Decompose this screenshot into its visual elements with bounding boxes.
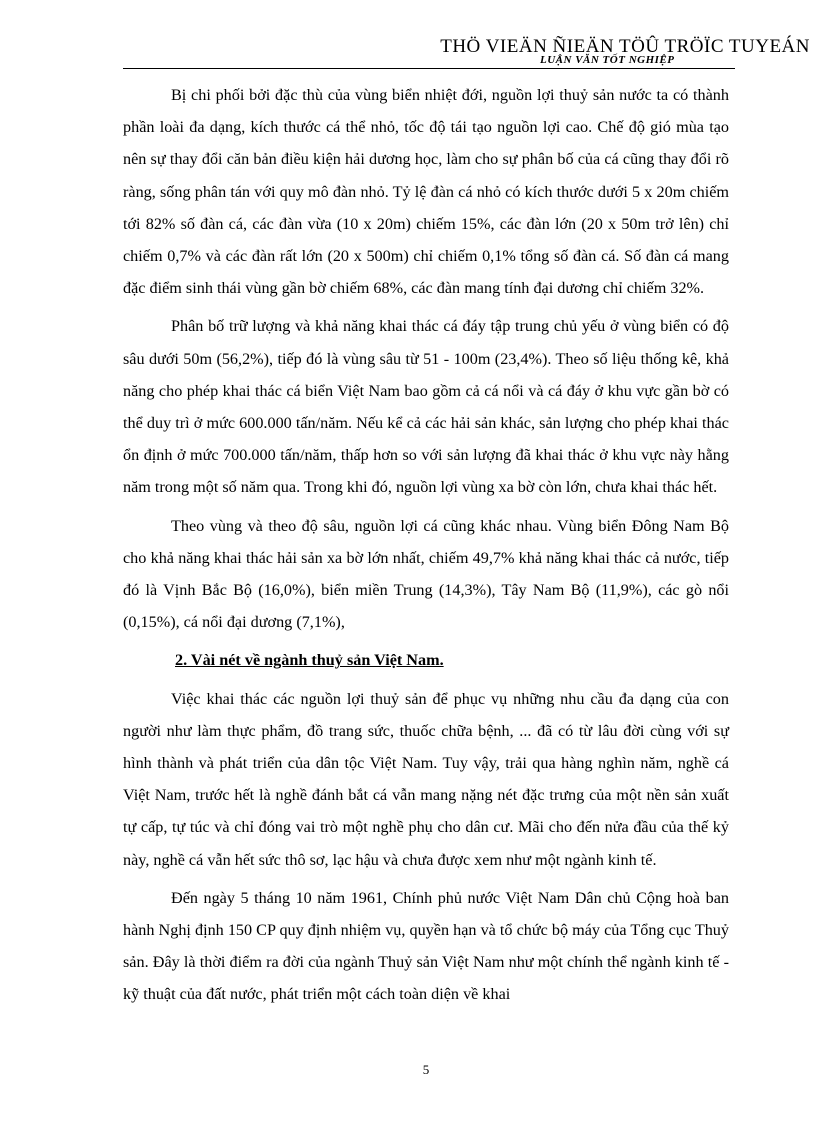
document-header-title: LUẬN VĂN TỐT NGHIỆP bbox=[540, 54, 675, 66]
body-paragraph: Việc khai thác các nguồn lợi thuỷ sản để phục vụ những nhu cầu đa dạng của con người như làm thực phẩm, đồ trang sức, thuốc chữa bệnh, ... đã có từ lâu đời cùng với sự hình thành và phát triển của dân tộc Việt Nam. Tuy vậy, trải qua hàng nghìn năm, nghề cá Việt Nam, trước hết là nghề đánh bắt cá vẫn mang nặng nét đặc trưng của một nền sản xuất tự cấp, tự túc và chỉ đóng vai trò một nghề phụ cho dân cư. Mãi cho đến nửa đầu của thế kỷ này, nghề cá vẫn hết sức thô sơ, lạc hậu và chưa được xem như một ngành kinh tế. bbox=[123, 689, 729, 869]
body-paragraph: Đến ngày 5 tháng 10 năm 1961, Chính phủ nước Việt Nam Dân chủ Cộng hoà ban hành Nghị định 150 CP quy định nhiệm vụ, quyền hạn và tổ chức bộ máy của Tổng cục Thuỷ sản. Đây là thời điểm ra đời của ngành Thuỷ sản Việt Nam như một chính thể ngành kinh tế - kỹ thuật của đất nước, phát triển một cách toàn diện về khai bbox=[123, 888, 729, 1004]
body-paragraph: Theo vùng và theo độ sâu, nguồn lợi cá cũng khác nhau. Vùng biển Đông Nam Bộ cho khả năng khai thác hải sản xa bờ lớn nhất, chiếm 49,7% khả năng khai thác cả nước, tiếp đó là Vịnh Bắc Bộ (16,0%), biển miền Trung (14,3%), Tây Nam Bộ (11,9%), các gò nổi (0,15%), cá nổi đại dương (7,1%), bbox=[123, 516, 729, 632]
document-body bbox=[123, 79, 729, 1011]
section-heading: 2. Vài nét về ngành thuỷ sản Việt Nam. bbox=[175, 651, 444, 670]
body-paragraph: Phân bố trữ lượng và khả năng khai thác cá đáy tập trung chủ yếu ở vùng biển có độ sâu dưới 50m (56,2%), tiếp đó là vùng sâu từ 51 - 100m (23,4%). Theo số liệu thống kê, khả năng cho phép khai thác cá biển Việt Nam bao gồm cả cá nổi và cá đáy ở khu vực gần bờ có thể duy trì ở mức 600.000 tấn/năm. Nếu kể cả các hải sản khác, sản lượng cho phép khai thác ổn định ở mức 700.000 tấn/năm, thấp hơn so với sản lượng đã khai thác ở khu vực này hằng năm trong một số năm qua. Trong khi đó, nguồn lợi vùng xa bờ còn lớn, chưa khai thác hết. bbox=[123, 317, 729, 497]
header-rule bbox=[123, 68, 735, 69]
body-paragraph: Bị chi phối bởi đặc thù của vùng biển nhiệt đới, nguồn lợi thuỷ sản nước ta có thành phần loài đa dạng, kích thước cá thể nhỏ, tốc độ tái tạo nguồn lợi cao. Chế độ gió mùa tạo nên sự thay đổi căn bản điều kiện hải dương học, làm cho sự phân bố của cá cũng thay đổi rõ ràng, sống phân tán với quy mô đàn nhỏ. Tỷ lệ đàn cá nhỏ có kích thước dưới 5 x 20m chiếm tới 82% số đàn cá, các đàn vừa (10 x 20m) chiếm 15%, các đàn lớn (20 x 50m trở lên) chỉ chiếm 0,7% và các đàn rất lớn (20 x 500m) chỉ chiếm 0,1% tổng số đàn cá. Số đàn cá mang đặc điểm sinh thái vùng gần bờ chiếm 68%, các đàn mang tính đại dương chỉ chiếm 32%. bbox=[123, 86, 729, 298]
site-watermark: THÖ VIEÄN ÑIEÄN TÖÛ TRÖÏC TUYEÁN bbox=[440, 36, 810, 57]
page-number: 5 bbox=[422, 1062, 430, 1077]
